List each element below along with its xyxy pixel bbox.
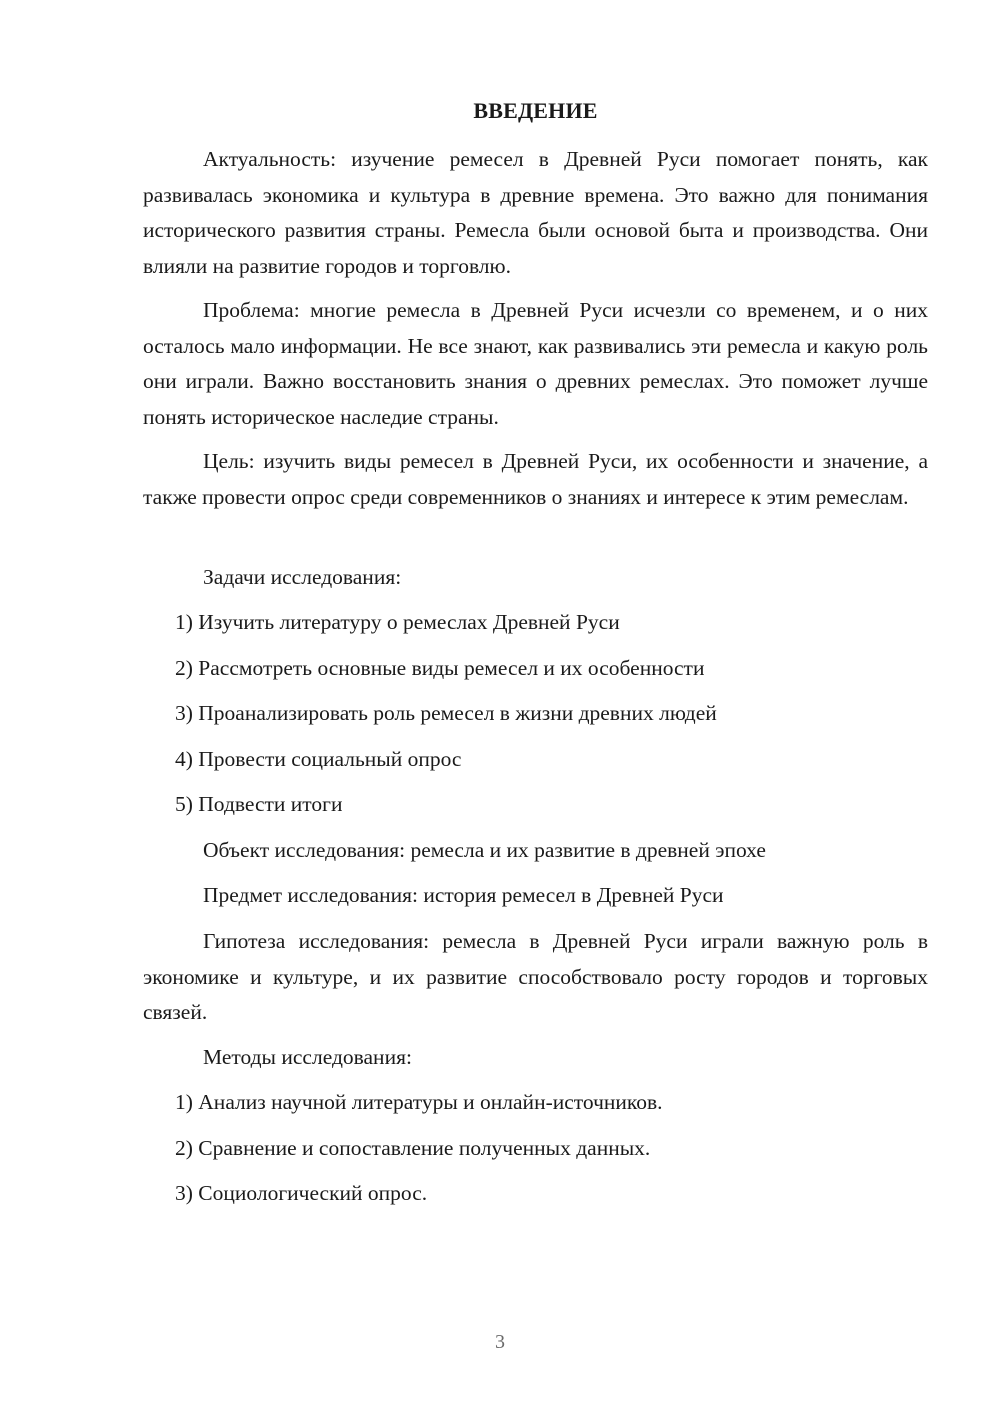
task-item: 4) Провести социальный опрос: [175, 747, 462, 771]
task-item: 2) Рассмотреть основные виды ремесел и их особенности: [175, 656, 705, 680]
hypothesis-paragraph: Гипотеза исследования: ремесла в Древней Руси играли важную роль в экономике и культуре, и их развитие способствовало росту городов и торговых связей.: [143, 929, 928, 1025]
methods-heading: Методы исследования:: [203, 1045, 412, 1069]
page-number: 3: [495, 1331, 505, 1353]
problem-paragraph: Проблема: многие ремесла в Древней Руси исчезли со временем, и о них осталось мало информации. Не все знают, как развивались эти ремесла и какую роль они играли. Важно восстановить знания о древних ремеслах. Это поможет лучше понять историческое наследие страны.: [143, 298, 928, 429]
task-item: 5) Подвести итоги: [175, 792, 343, 816]
research-object: Объект исследования: ремесла и их развитие в древней эпохе: [203, 838, 766, 862]
relevance-paragraph: Актуальность: изучение ремесел в Древней Руси помогает понять, как развивалась экономика и культура в древние времена. Это важно для понимания исторического развития страны. Ремесла были основой быта и производства. Они влияли на развитие городов и торговлю.: [143, 147, 928, 278]
goal-paragraph: Цель: изучить виды ремесел в Древней Руси, их особенности и значение, а также провести опрос среди современников о знаниях и интересе к этим ремеслам.: [143, 449, 928, 509]
section-title: ВВЕДЕНИЕ: [473, 98, 598, 123]
research-subject: Предмет исследования: история ремесел в Древней Руси: [203, 883, 724, 907]
task-item: 3) Проанализировать роль ремесел в жизни древних людей: [175, 701, 717, 725]
method-item: 3) Социологический опрос.: [175, 1181, 428, 1205]
method-item: 1) Анализ научной литературы и онлайн-источников.: [175, 1090, 663, 1114]
tasks-heading: Задачи исследования:: [203, 565, 402, 589]
method-item: 2) Сравнение и сопоставление полученных данных.: [175, 1136, 651, 1160]
task-item: 1) Изучить литературу о ремеслах Древней Руси: [175, 610, 620, 634]
